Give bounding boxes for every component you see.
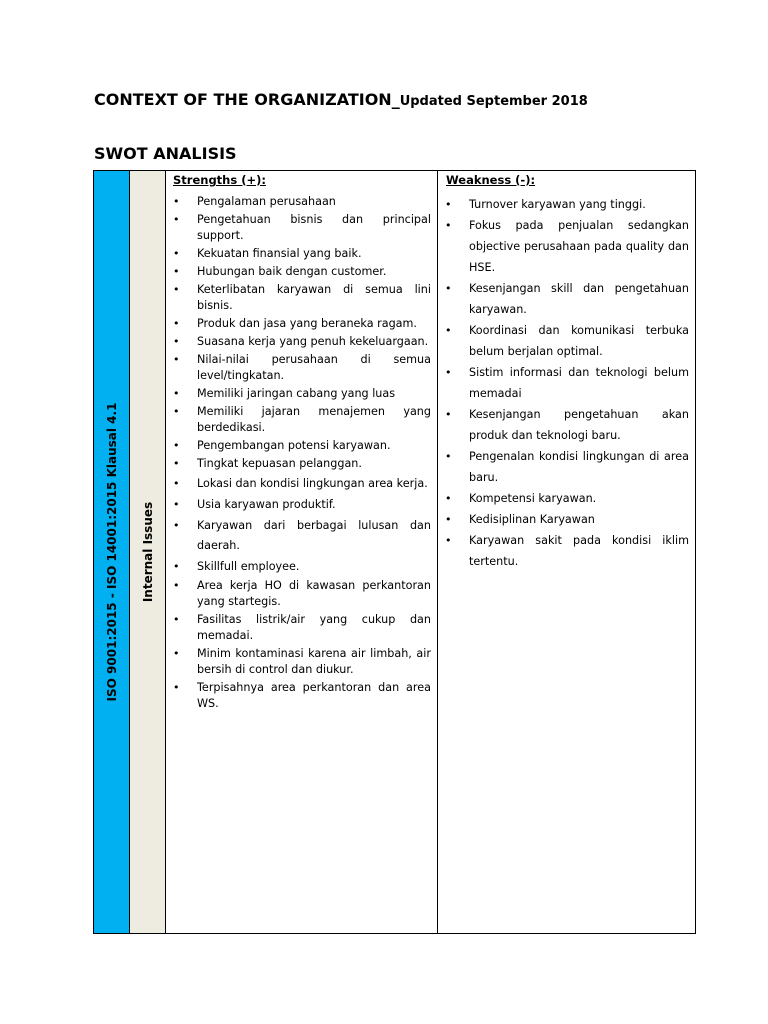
strength-item: • Nilai-nilai perusahaan di semua level/tingkatan. — [172, 352, 431, 384]
weakness-item: • Turnover karyawan yang tinggi. — [444, 194, 689, 215]
weakness-header: Weakness (-): — [446, 173, 536, 187]
iso-clause-label: ISO 9001:2015 - ISO 14001:2015 Klausal 4.1 — [104, 402, 119, 702]
strength-item: • Suasana kerja yang penuh kekeluargaan. — [172, 334, 431, 350]
weakness-list — [444, 194, 689, 572]
strengths-header: Strengths (+): — [173, 173, 266, 187]
strength-item: • Karyawan dari berbagai lulusan dan daerah. — [172, 516, 431, 556]
weakness-item: • Pengenalan kondisi lingkungan di area baru. — [444, 446, 689, 488]
strength-item: • Minim kontaminasi karena air limbah, air bersih di control dan diukur. — [172, 646, 431, 678]
strengths-list — [172, 194, 431, 714]
strength-item: • Lokasi dan kondisi lingkungan area kerja. — [172, 474, 431, 494]
weakness-item: • Fokus pada penjualan sedangkan objective perusahaan pada quality dan HSE. — [444, 215, 689, 278]
section-title: SWOT ANALISIS — [94, 144, 237, 163]
strength-item: • Area kerja HO di kawasan perkantoran yang startegis. — [172, 578, 431, 610]
weakness-item: • Kedisiplinan Karyawan — [444, 509, 689, 530]
weakness-item: • Kompetensi karyawan. — [444, 488, 689, 509]
strength-item: • Tingkat kepuasan pelanggan. — [172, 456, 431, 472]
strength-item: • Memiliki jajaran menajemen yang berdedikasi. — [172, 404, 431, 436]
document-title — [94, 90, 588, 109]
iso-clause-column — [94, 171, 130, 933]
title-main: CONTEXT OF THE ORGANIZATION_ — [94, 90, 400, 109]
strength-item: • Skillfull employee. — [172, 557, 431, 577]
weakness-item: • Karyawan sakit pada kondisi iklim tertentu. — [444, 530, 689, 572]
weakness-item: • Sistim informasi dan teknologi belum memadai — [444, 362, 689, 404]
swot-table — [93, 170, 696, 934]
strength-item: • Pengalaman perusahaan — [172, 194, 431, 210]
weakness-item: • Kesenjangan pengetahuan akan produk dan teknologi baru. — [444, 404, 689, 446]
strength-item: • Usia karyawan produktif. — [172, 495, 431, 515]
strength-item: • Terpisahnya area perkantoran dan area WS. — [172, 680, 431, 712]
strength-item: • Produk dan jasa yang beraneka ragam. — [172, 316, 431, 332]
weakness-column — [438, 171, 695, 933]
weakness-item: • Kesenjangan skill dan pengetahuan karyawan. — [444, 278, 689, 320]
strength-item: • Hubungan baik dengan customer. — [172, 264, 431, 280]
strength-item: • Kekuatan finansial yang baik. — [172, 246, 431, 262]
strengths-column — [166, 171, 438, 933]
title-updated: Updated September 2018 — [399, 94, 588, 109]
strength-item: • Fasilitas listrik/air yang cukup dan memadai. — [172, 612, 431, 644]
strength-item: • Memiliki jaringan cabang yang luas — [172, 386, 431, 402]
strength-item: • Keterlibatan karyawan di semua lini bisnis. — [172, 282, 431, 314]
strength-item: • Pengetahuan bisnis dan principal support. — [172, 212, 431, 244]
weakness-item: • Koordinasi dan komunikasi terbuka belum berjalan optimal. — [444, 320, 689, 362]
issue-type-column — [130, 171, 166, 933]
internal-issues-label: Internal Issues — [140, 501, 155, 603]
strength-item: • Pengembangan potensi karyawan. — [172, 438, 431, 454]
